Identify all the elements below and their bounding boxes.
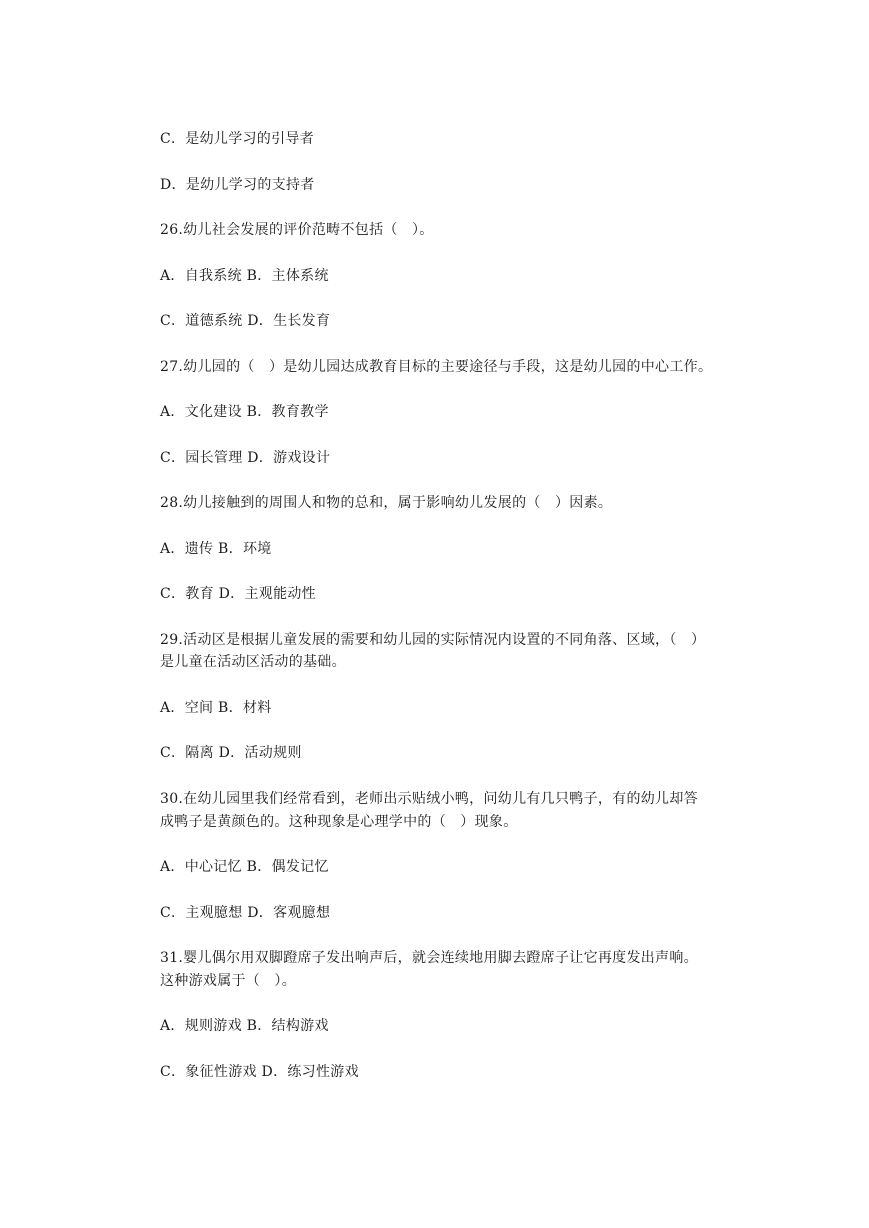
options-ab-q27: A．文化建设 B．教育教学 <box>160 404 329 420</box>
options-cd-q27: C．园长管理 D．游戏设计 <box>160 450 331 466</box>
options-ab-q26: A．自我系统 B．主体系统 <box>160 268 329 284</box>
options-ab-q31: A．规则游戏 B．结构游戏 <box>160 1018 329 1034</box>
options-ab-q30: A．中心记忆 B．偶发记忆 <box>160 859 329 875</box>
options-cd-q26: C．道德系统 D．生长发育 <box>160 313 331 329</box>
question-31-line-1: 31.婴儿偶尔用双脚蹬席子发出响声后，就会连续地用脚去蹬席子让它再度发出声响。 <box>160 950 698 966</box>
question-29-line-1: 29.活动区是根据儿童发展的需要和幼儿园的实际情况内设置的不同角落、区域，（ ） <box>160 632 706 648</box>
question-30-line-2: 成鸭子是黄颜色的。这种现象是心理学中的（ ）现象。 <box>160 814 518 830</box>
question-31-line-2: 这种游戏属于（ ）。 <box>160 973 296 989</box>
options-ab-q28: A．遗传 B．环境 <box>160 541 272 557</box>
question-27: 27.幼儿园的（ ）是幼儿园达成教育目标的主要途径与手段，这是幼儿园的中心工作。 <box>160 359 713 375</box>
options-cd-q31: C．象征性游戏 D．练习性游戏 <box>160 1064 359 1080</box>
question-29-line-2: 是儿童在活动区活动的基础。 <box>160 654 346 670</box>
option-d-q25: D．是幼儿学习的支持者 <box>160 177 315 193</box>
options-cd-q28: C．教育 D．主观能动性 <box>160 586 316 602</box>
question-26: 26.幼儿社会发展的评价范畴不包括（ ）。 <box>160 222 434 238</box>
options-ab-q29: A．空间 B．材料 <box>160 700 272 716</box>
option-c-q25: C．是幼儿学习的引导者 <box>160 131 315 147</box>
options-cd-q29: C．隔离 D．活动规则 <box>160 745 302 761</box>
options-cd-q30: C．主观臆想 D．客观臆想 <box>160 905 331 921</box>
question-28: 28.幼儿接触到的周围人和物的总和，属于影响幼儿发展的（ ）因素。 <box>160 495 613 511</box>
question-30-line-1: 30.在幼儿园里我们经常看到，老师出示贴绒小鸭，问幼儿有几只鸭子，有的幼儿却答 <box>160 791 698 807</box>
